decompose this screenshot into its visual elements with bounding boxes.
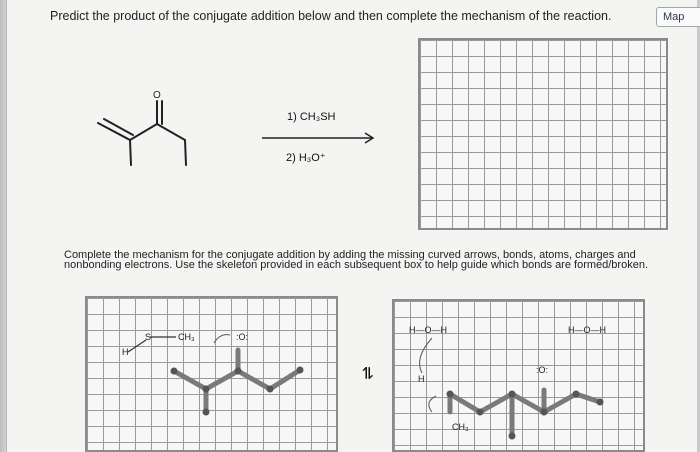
- carbonyl-oxygen-label: O: [153, 90, 161, 101]
- water-left-label: H—O—H: [409, 325, 447, 335]
- question-prompt: Predict the product of the conjugate addition below and then complete the mechanism of the reaction.: [50, 9, 612, 23]
- reagent-2: 2) H₃O⁺: [286, 152, 326, 164]
- thiol-hydrogen-label: H: [122, 347, 129, 357]
- equilibrium-arrows: ⇌: [358, 366, 376, 380]
- water-right-label: H—O—H: [568, 325, 606, 335]
- reagent-1: 1) CH₃SH: [287, 111, 336, 123]
- map-button-label: Map: [663, 11, 685, 23]
- thiol-sulfur-label: S: [145, 332, 152, 342]
- step2-hydrogen-label: H: [418, 374, 425, 384]
- mechanism-instructions: Complete the mechanism for the conjugate addition by adding the missing curved arrows, bonds, atoms, charges and nonbonding electrons. Use the skeleton provided in each subsequent box to help guide which bonds are formed/broken.: [64, 249, 648, 271]
- methyl-label: CH₃: [178, 332, 195, 342]
- enone-oxygen-label: :O:: [236, 332, 249, 342]
- step2-oxygen-label: :O:: [536, 365, 549, 375]
- step2-methyl-label: CH₃: [452, 422, 469, 432]
